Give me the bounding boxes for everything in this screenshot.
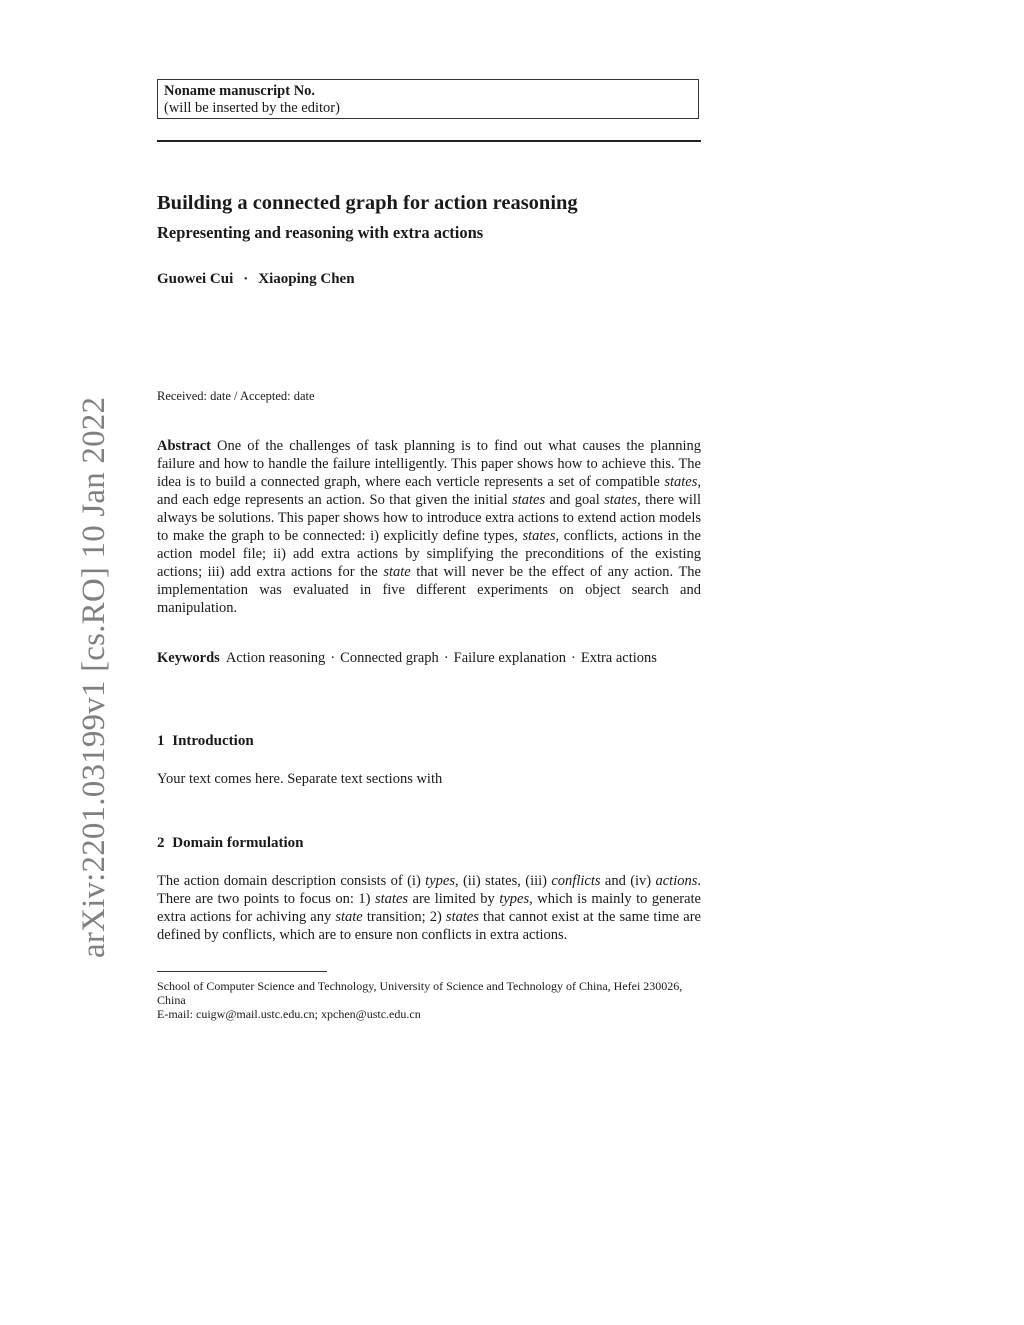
author-name: Guowei Cui — [157, 271, 234, 287]
abstract-text: , conflicts, actions in the action model file; ii) add extra actions by simplifying the preconditions of the existing actions; iii) add extra actions for the — [157, 528, 701, 580]
abstract-text: , there will always be solutions. This paper shows how to introduce extra actions to extend action models to make the graph to be connected: i) explicitly define types, — [157, 492, 701, 544]
manuscript-title: Noname manuscript No. — [164, 83, 316, 99]
affiliation: School of Computer Science and Technology, University of Science and Technology of China, Hefei 230026, China — [157, 979, 683, 1007]
abstract-text: , and each edge represents an action. So that given the initial — [157, 474, 701, 508]
body-term: conflicts — [551, 873, 601, 889]
body-text: that cannot exist at the same time are defined by conflicts, which are to ensure non conflicts in extra actions. — [157, 909, 701, 943]
header-rule — [157, 140, 701, 142]
manuscript-box — [157, 79, 699, 119]
arxiv-stamp: arXiv:2201.03199v1 [cs.RO] 10 Jan 2022 — [76, 396, 112, 958]
body-text: The action domain description consists of (i) — [157, 873, 426, 889]
keywords-label: Keywords — [157, 650, 220, 666]
received-date: Received: date / Accepted: date — [157, 389, 315, 403]
section-title: Introduction — [172, 733, 254, 749]
section-title: Domain formulation — [172, 835, 304, 851]
manuscript-note: (will be inserted by the editor) — [164, 100, 340, 116]
body-term: types — [425, 873, 455, 889]
keyword: Failure explanation — [453, 650, 566, 666]
paper-title: Building a connected graph for action reasoning — [157, 192, 578, 214]
abstract-label: Abstract — [157, 438, 211, 454]
body-term: states — [375, 891, 409, 907]
author-list — [157, 271, 355, 288]
abstract-term: states — [512, 492, 546, 508]
footnote-rule — [157, 971, 327, 972]
author-name: Xiaoping Chen — [258, 271, 355, 287]
section-heading-introduction — [157, 733, 254, 750]
keyword-separator: · — [330, 650, 336, 666]
keyword-separator: · — [443, 650, 449, 666]
body-text: and (iv) — [600, 873, 656, 889]
body-text: are limited by — [408, 891, 500, 907]
author-separator: · — [243, 271, 249, 287]
email-line: E-mail: cuigw@mail.ustc.edu.cn; xpchen@ustc.edu.cn — [157, 1007, 421, 1021]
abstract-term: state — [383, 564, 411, 580]
paper-subtitle: Representing and reasoning with extra actions — [157, 223, 484, 242]
body-text: , which is mainly to generate extra actions for achiving any — [157, 891, 701, 925]
domain-formulation-text — [157, 872, 701, 944]
abstract-term: states — [604, 492, 638, 508]
introduction-text: Your text comes here. Separate text sections with — [157, 771, 443, 787]
abstract-text: and goal — [545, 492, 605, 508]
body-term: types — [499, 891, 530, 907]
section-number: 1 — [157, 733, 165, 749]
abstract-term: states — [664, 474, 698, 490]
keywords — [157, 649, 701, 667]
abstract — [157, 437, 701, 617]
abstract-text: One of the challenges of task planning is to find out what causes the planning failure and how to handle the failure intelligently. This paper shows how to achieve this. The idea is to build a connected graph, where each verticle represents a set of compatible — [157, 438, 701, 490]
footnote — [157, 979, 703, 1021]
body-text: . There are two points to focus on: 1) — [157, 873, 702, 907]
abstract-term: states — [522, 528, 556, 544]
keyword-separator: · — [571, 650, 576, 666]
body-text: , (ii) states, (iii) — [454, 873, 552, 889]
keyword: Action reasoning — [225, 650, 326, 666]
body-term: states — [445, 909, 479, 925]
section-number: 2 — [157, 835, 165, 851]
keyword: Extra actions — [580, 650, 657, 666]
section-heading-domain-formulation — [157, 835, 304, 852]
body-term: state — [335, 909, 363, 925]
body-text: transition; 2) — [362, 909, 446, 925]
abstract-text: that will never be the effect of any action. The implementation was evaluated in five different experiments on object search and manipulation. — [157, 564, 701, 616]
body-term: actions — [655, 873, 698, 889]
keyword: Connected graph — [340, 650, 439, 666]
